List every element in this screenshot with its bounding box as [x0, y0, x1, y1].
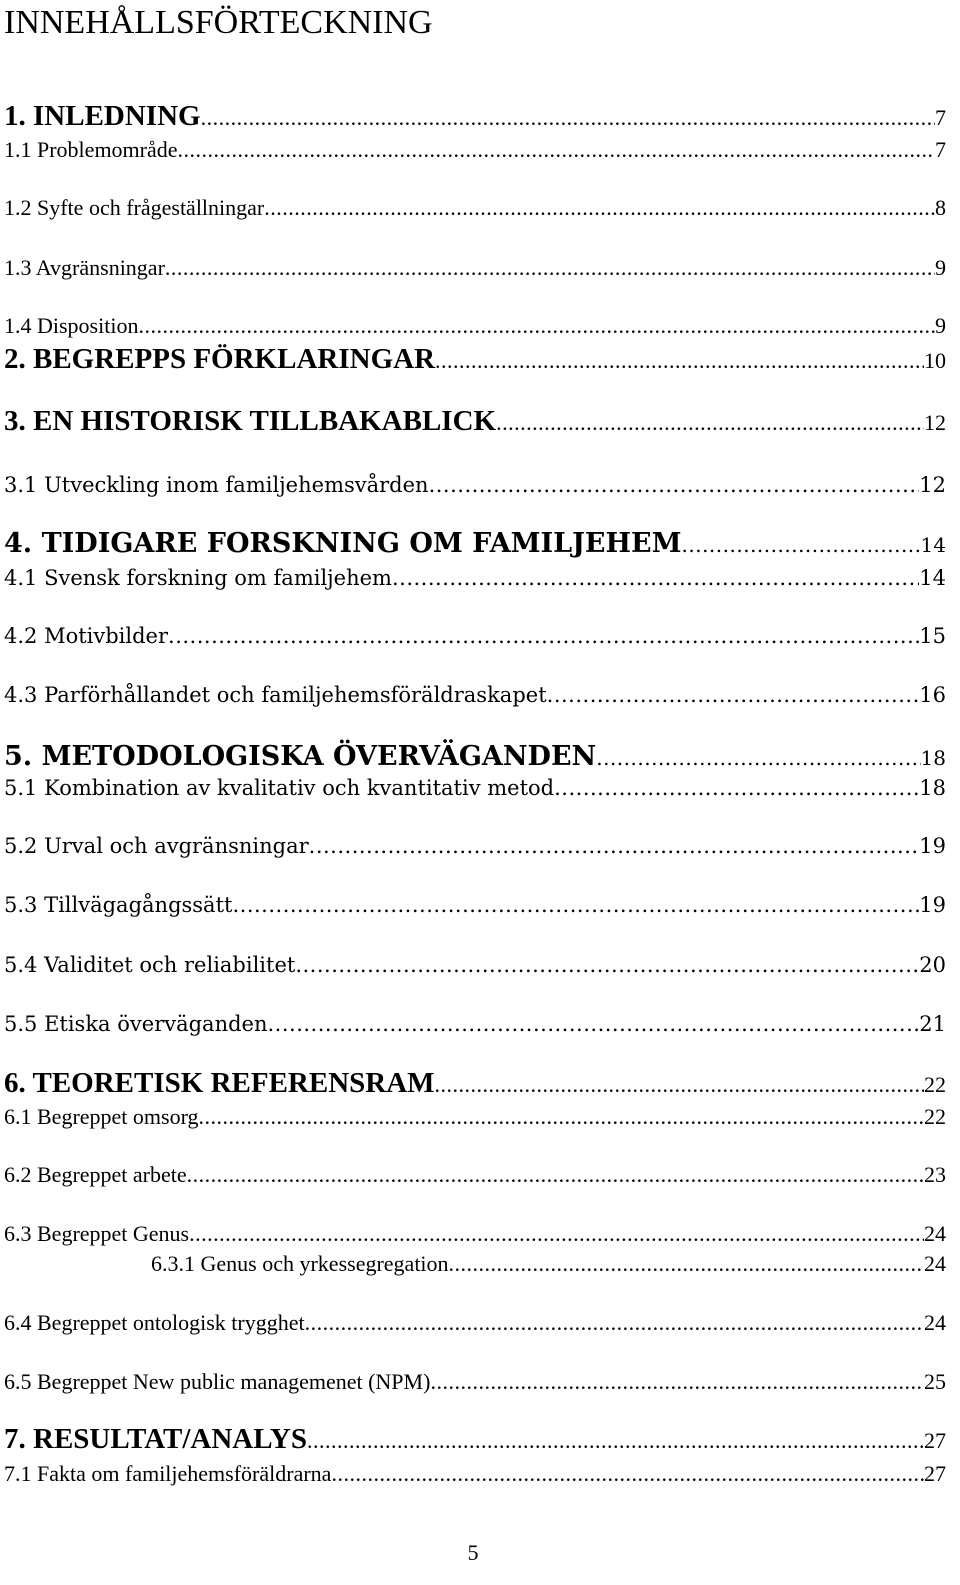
toc-entry-page: 27	[924, 1428, 946, 1453]
toc-entry-label: 5. METODOLOGISKA ÖVERVÄGANDEN	[4, 741, 597, 772]
toc-entry-page: 22	[924, 1104, 946, 1129]
toc-leader	[199, 1104, 924, 1130]
toc-entry-6-4[interactable]	[0, 1310, 946, 1336]
toc-entry-page: 27	[924, 1461, 946, 1486]
toc-leader	[430, 1369, 924, 1395]
toc-entry-page: 18	[920, 746, 946, 770]
toc-entry-label: 5.5 Etiska överväganden	[4, 1012, 268, 1036]
toc-leader	[596, 746, 920, 770]
toc-entry-3[interactable]	[0, 405, 946, 438]
toc-entry-label: 7. RESULTAT/ANALYS	[4, 1423, 307, 1455]
toc-entry-label: 4. TIDIGARE FORSKNING OM FAMILJEHEM	[4, 528, 682, 559]
toc-entry-label: 1.2 Syfte och frågeställningar	[4, 195, 265, 220]
toc-leader	[187, 1162, 924, 1188]
toc-entry-5-2[interactable]	[0, 834, 946, 858]
toc-entry-label: 1.4 Disposition	[4, 313, 139, 338]
toc-entry-page: 24	[924, 1221, 946, 1246]
page-number: 5	[467, 1540, 479, 1565]
toc-entry-page: 24	[924, 1251, 946, 1276]
toc-entry-5-3[interactable]	[0, 893, 946, 917]
toc-entry-5-1[interactable]	[0, 776, 946, 800]
toc-leader	[435, 1072, 924, 1098]
toc-entry-page: 8	[935, 195, 946, 220]
toc-entry-label: 1.1 Problemområde	[4, 137, 178, 162]
toc-entry-7-1[interactable]	[0, 1461, 946, 1487]
toc-entry-1-3[interactable]	[0, 255, 946, 281]
toc-leader	[682, 533, 921, 557]
toc-entry-label: 5.4 Validitet och reliabilitet	[4, 953, 296, 977]
toc-leader	[429, 473, 920, 497]
toc-entry-5[interactable]	[0, 741, 946, 772]
toc-entry-page: 7	[935, 137, 946, 162]
toc-leader	[178, 137, 935, 163]
toc-entry-5-4[interactable]	[0, 953, 946, 977]
toc-entry-1-1[interactable]	[0, 137, 946, 163]
toc-leader	[168, 624, 919, 648]
toc-entry-label: 5.3 Tillvägagångssätt	[4, 893, 233, 917]
toc-leader	[138, 313, 935, 339]
toc-leader	[496, 410, 924, 436]
toc-entry-page: 22	[924, 1072, 946, 1097]
toc-entry-5-5[interactable]	[0, 1012, 946, 1036]
toc-entry-label: 6.5 Begreppet New public managemenet (NPM)	[4, 1369, 431, 1394]
toc-entry-7[interactable]	[0, 1423, 946, 1456]
toc-entry-page: 24	[924, 1310, 946, 1335]
toc-entry-page: 10	[924, 348, 946, 373]
toc-leader	[435, 348, 924, 374]
toc-entry-6-3-1[interactable]	[0, 1251, 946, 1277]
toc-entry-page: 19	[919, 893, 946, 917]
toc-entry-label: 6.4 Begreppet ontologisk trygghet	[4, 1310, 305, 1335]
toc-leader	[554, 776, 919, 800]
toc-entry-page: 21	[919, 1012, 946, 1036]
toc-entry-label: 4.3 Parförhållandet och familjehemsföräldraskapet	[4, 683, 547, 707]
toc-leader	[392, 566, 919, 590]
toc-entry-page: 16	[919, 683, 946, 707]
toc-entry-label: 3. EN HISTORISK TILLBAKABLICK	[4, 405, 497, 437]
toc-entry-label: 3.1 Utveckling inom familjehemsvården	[4, 473, 429, 497]
toc-leader	[295, 953, 919, 977]
toc-entry-label: 6.3.1 Genus och yrkessegregation	[151, 1251, 449, 1276]
toc-entry-2[interactable]	[0, 343, 946, 376]
toc-leader	[189, 1221, 924, 1247]
toc-title: INNEHÅLLSFÖRTECKNING	[4, 4, 433, 41]
toc-leader	[201, 105, 935, 131]
toc-entry-page: 23	[924, 1162, 946, 1187]
toc-entry-page: 20	[919, 953, 946, 977]
toc-entry-page: 14	[920, 533, 946, 557]
toc-entry-1-2[interactable]	[0, 195, 946, 221]
toc-entry-label: 5.2 Urval och avgränsningar	[4, 834, 309, 858]
toc-entry-page: 25	[924, 1369, 946, 1394]
toc-entry-label: 4.1 Svensk forskning om familjehem	[4, 566, 392, 590]
toc-leader	[547, 683, 920, 707]
toc-entry-3-1[interactable]	[0, 473, 946, 497]
toc-leader	[305, 1310, 924, 1336]
toc-entry-label: 1.3 Avgränsningar	[4, 255, 165, 280]
toc-entry-label: 5.1 Kombination av kvalitativ och kvantitativ metod	[4, 776, 555, 800]
toc-entry-label: 4.2 Motivbilder	[4, 624, 169, 648]
toc-entry-4-3[interactable]	[0, 683, 946, 707]
toc-entry-page: 18	[919, 776, 946, 800]
toc-entry-6-1[interactable]	[0, 1104, 946, 1130]
toc-entry-1-4[interactable]	[0, 313, 946, 339]
toc-entry-page: 14	[919, 566, 946, 590]
toc-leader	[268, 1012, 920, 1036]
toc-leader	[264, 195, 935, 221]
toc-entry-label: 2. BEGREPPS FÖRKLARINGAR	[4, 343, 436, 375]
toc-entry-4[interactable]	[0, 528, 946, 559]
toc-leader	[307, 1428, 924, 1454]
toc-leader	[331, 1461, 924, 1487]
toc-leader	[449, 1251, 924, 1277]
toc-entry-page: 19	[919, 834, 946, 858]
toc-entry-4-2[interactable]	[0, 624, 946, 648]
toc-entry-6-2[interactable]	[0, 1162, 946, 1188]
toc-leader	[165, 255, 935, 281]
toc-entry-label: 6.1 Begreppet omsorg	[4, 1104, 199, 1129]
toc-entry-page: 15	[919, 624, 946, 648]
toc-entry-page: 9	[935, 313, 946, 338]
toc-entry-label: 6.2 Begreppet arbete	[4, 1162, 187, 1187]
toc-leader	[309, 834, 920, 858]
toc-entry-6[interactable]	[0, 1067, 946, 1100]
toc-entry-6-5[interactable]	[0, 1369, 946, 1395]
toc-entry-label: 1. INLEDNING	[4, 100, 201, 132]
toc-entry-page: 12	[919, 473, 946, 497]
toc-entry-4-1[interactable]	[0, 566, 946, 590]
toc-entry-label: 6. TEORETISK REFERENSRAM	[4, 1067, 435, 1099]
toc-leader	[232, 893, 919, 917]
toc-entry-page: 9	[935, 255, 946, 280]
toc-entry-label: 7.1 Fakta om familjehemsföräldrarna	[4, 1461, 332, 1486]
toc-entry-page: 7	[935, 105, 946, 130]
toc-entry-label: 6.3 Begreppet Genus	[4, 1221, 190, 1246]
toc-entry-1[interactable]	[0, 100, 946, 133]
toc-entry-page: 12	[924, 410, 946, 435]
toc-entry-6-3[interactable]	[0, 1221, 946, 1247]
